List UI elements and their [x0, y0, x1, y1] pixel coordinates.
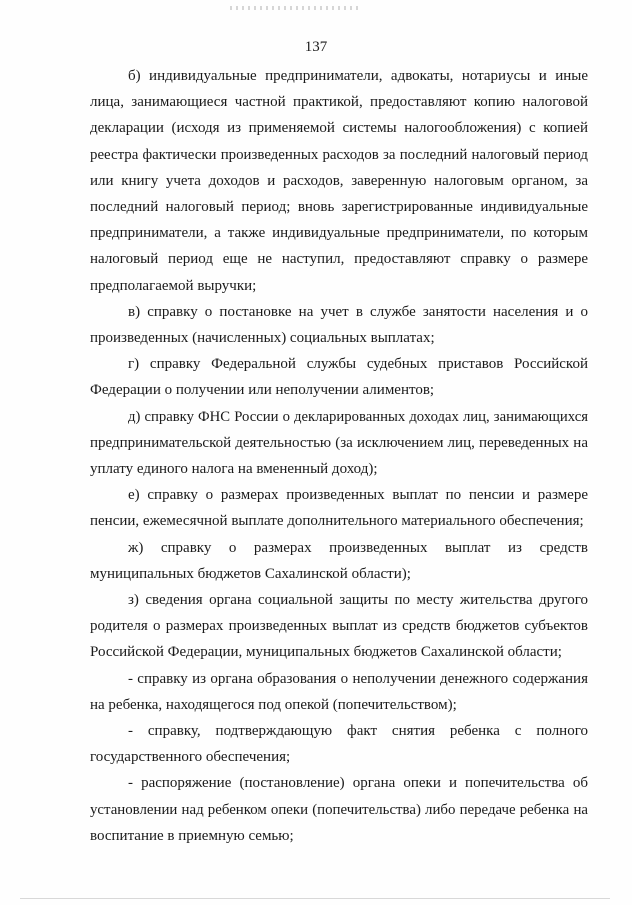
scan-edge-line: [20, 898, 610, 899]
text-line: - справку, подтверждающую факт снятия ребенка с полного: [128, 723, 588, 740]
text-line: з) сведения органа социальной защиты по месту жительства другого: [128, 592, 588, 609]
text-line: на ребенка, находящегося под опекой (попечительством);: [90, 696, 457, 713]
text-line: предпринимательской деятельностью (за исключением лиц, переведенных на: [90, 434, 588, 451]
paragraph-b: [90, 63, 588, 299]
scan-artifact: [230, 6, 360, 10]
text-line: д) справку ФНС России о декларированных доходах лиц, занимающихся: [128, 408, 588, 425]
text-line: лица, занимающиеся частной практикой, предоставляют копию налоговой: [90, 94, 588, 111]
text-line: г) справку Федеральной службы судебных приставов Российской: [128, 356, 588, 373]
text-line: государственного обеспечения;: [90, 749, 291, 766]
text-line: предполагаемой выручки;: [90, 277, 257, 294]
text-line: последний налоговый период; вновь зарегистрированные индивидуальные: [90, 199, 588, 216]
text-line: пенсии, ежемесячной выплате дополнительного материального обеспечения;: [90, 513, 584, 530]
text-line: муниципальных бюджетов Сахалинской области);: [90, 565, 411, 582]
text-line: реестра фактически произведенных расходов за последний налоговый период: [90, 146, 588, 163]
paragraph-z: [90, 587, 588, 666]
text-line: в) справку о постановке на учет в службе занятости населения и о: [128, 303, 588, 320]
text-line: Российской Федерации, муниципальных бюджетов Сахалинской области;: [90, 644, 562, 661]
paragraph-zh: [90, 535, 588, 587]
text-line: предприниматели, а также индивидуальные предприниматели, по которым: [90, 225, 588, 242]
text-line: ж) справку о размерах произведенных выплат из средств: [128, 539, 588, 556]
text-line: - справку из органа образования о неполучении денежного содержания: [128, 670, 588, 687]
text-line: декларации (исходя из применяемой системы налогообложения) с копией: [90, 120, 588, 137]
text-line: налоговый период еще не наступил, предоставляют справку о размере: [90, 251, 588, 268]
text-line: родителя о размерах произведенных выплат из средств бюджетов субъектов: [90, 618, 588, 635]
paragraph-g: [90, 351, 588, 403]
text-line: установлении над ребенком опеки (попечительства) либо передаче ребенка на: [90, 801, 588, 818]
page-number: 137: [304, 39, 328, 55]
text-line: Федерации о получении или неполучении алиментов;: [90, 382, 435, 399]
body-text: [90, 63, 588, 849]
text-line: воспитание в приемную семью;: [90, 827, 294, 844]
paragraph-dash-2: [90, 718, 588, 770]
text-line: или книгу учета доходов и расходов, заверенную налоговым органом, за: [90, 172, 588, 189]
paragraph-dash-3: [90, 770, 588, 849]
paragraph-d: [90, 404, 588, 483]
paragraph-e: [90, 482, 588, 534]
text-line: - распоряжение (постановление) органа опеки и попечительства об: [128, 775, 588, 792]
text-line: е) справку о размерах произведенных выплат по пенсии и размере: [128, 487, 588, 504]
paragraph-v: [90, 299, 588, 351]
text-line: произведенных (начисленных) социальных выплатах;: [90, 330, 435, 347]
text-line: б) индивидуальные предприниматели, адвокаты, нотариусы и иные: [128, 68, 588, 84]
paragraph-dash-1: [90, 666, 588, 718]
text-line: уплату единого налога на вмененный доход);: [90, 461, 378, 478]
